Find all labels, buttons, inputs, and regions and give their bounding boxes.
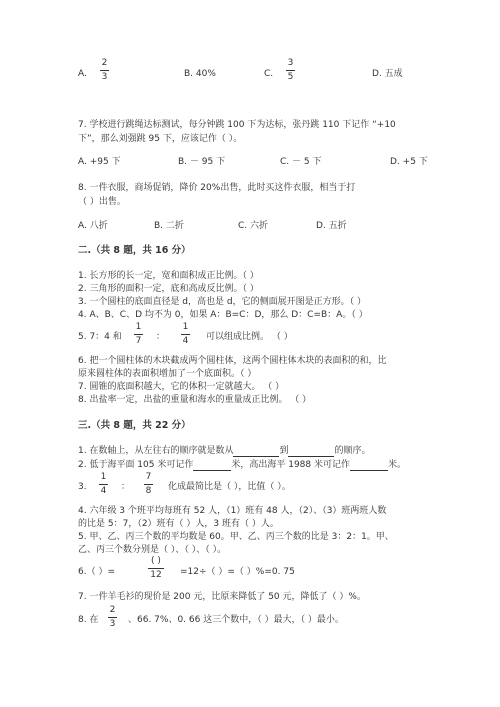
- text: 1. 在数轴上，从左往右的顺序就是数从: [78, 446, 234, 456]
- section2-item-2: 2. 三角形的面积一定，底和高成反比例。（ ）: [78, 284, 259, 294]
- section3-item-3-fraction-1: [99, 472, 108, 497]
- section2-item-6-line1: 6. 把一个圆柱体的木块截成两个圆柱体，这两个圆柱体木块的表面积的和，比: [78, 356, 387, 366]
- numerator: 1: [100, 472, 107, 482]
- blank-line: [233, 446, 279, 457]
- fraction-bar: [134, 334, 143, 335]
- denominator: 3: [109, 619, 116, 629]
- numerator: ( ): [151, 556, 161, 566]
- section3-item-4-line2: 的比是 5：7，（2）班有（ ）人，3 班有（ ）人。: [78, 519, 279, 529]
- section3-item-4-line1: 4. 六年级 3 个班平均每班有 52 人，（1）班有 48 人，（2）、（3）班两班人数: [78, 506, 387, 516]
- numerator: 1: [135, 322, 142, 332]
- q7-option-c: C. － 5 下: [280, 157, 322, 167]
- blank-line: [350, 460, 388, 471]
- denominator: 4: [182, 336, 189, 346]
- section3-item-5-line1: 5. 甲、乙、丙三个数的平均数是 60。甲、乙、丙三个数的比是 3：2：1。甲、: [78, 532, 394, 542]
- numerator: 7: [145, 472, 152, 482]
- section3-item-6-fraction: [148, 556, 164, 581]
- denominator: 8: [145, 486, 152, 496]
- denominator: 5: [287, 72, 294, 82]
- section2-item-5-suffix: 可以组成比例。 （ ）: [206, 332, 293, 342]
- text: 米。: [388, 460, 407, 470]
- section3-item-5-line2: 乙、丙三个数分别是（ ）、（ ）、（ ）。: [78, 545, 227, 555]
- numerator: 3: [287, 58, 294, 68]
- text: 米，高出海平 1988 米可记作: [231, 460, 350, 470]
- section3-item-3-text: 化成最简比是（ ），比值（ ）。: [168, 482, 291, 492]
- section2-item-6-line2: 原来圆柱体的表面积增加了一个底面积。（ ）: [78, 369, 257, 379]
- text: 的顺序。: [334, 446, 371, 456]
- section3-title: 三.（共 8 题，共 22 分）: [78, 420, 191, 431]
- section2-item-5-prefix: 5. 7：4 和: [78, 332, 122, 342]
- section3-item-6-prefix: 6.（ ）=: [78, 567, 115, 577]
- section3-item-3-fraction-2: [144, 472, 153, 497]
- section2-item-3: 3. 一个圆柱的底面直径是 d，高也是 d，它的侧面展开图是正方形。（ ）: [78, 297, 366, 307]
- blank-line: [193, 460, 231, 471]
- q7-option-d: D. +5 下: [390, 157, 428, 167]
- numerator: 2: [101, 58, 108, 68]
- section3-item-7: 7. 一件羊毛衫的现价是 200 元，比原来降低了 50 元，降低了（ ）%。: [78, 592, 366, 602]
- denominator: 12: [150, 570, 162, 580]
- q6-option-c-fraction: [286, 58, 295, 83]
- section2-title: 二.（共 8 题，共 16 分）: [78, 245, 191, 256]
- q8-option-b: B. 二折: [154, 221, 184, 231]
- text: 2. 低于海平面 105 米可记作: [78, 460, 194, 470]
- section2-item-7: 7. 圆锥的底面积越大，它的体积一定就越大。 （ ）: [78, 382, 285, 392]
- section3-item-8-suffix: 、66. 7%、0. 66 这三个数中，（ ）最大，（ ）最小。: [128, 615, 344, 625]
- section3-item-3-label: 3.: [78, 482, 87, 492]
- q8-option-d: D. 五折: [316, 221, 347, 231]
- blank-line: [288, 446, 334, 457]
- denominator: 4: [100, 486, 107, 496]
- section2-item-5-fraction-2: [181, 322, 190, 347]
- denominator: 7: [135, 336, 142, 346]
- fraction-bar: [108, 617, 117, 618]
- fraction-bar: [286, 70, 295, 71]
- q8-line1: 8. 一件衣服，商场促销，降价 20%出售，此时买这件衣服，相当于打: [78, 183, 356, 193]
- numerator: 1: [182, 322, 189, 332]
- section3-item-8-prefix: 8. 在: [78, 615, 99, 625]
- q6-option-c-label: C.: [264, 69, 274, 79]
- q7-line2: 下”，那么刘强跳 95 下，应该记作（ ）。: [78, 134, 243, 144]
- q7-option-b: B. － 95 下: [178, 157, 226, 167]
- section3-item-2: [78, 459, 406, 471]
- section3-item-3-colon: ：: [121, 482, 131, 492]
- fraction-bar: [181, 334, 190, 335]
- q8-option-c: C. 六折: [238, 221, 269, 231]
- q6-option-d: D. 五成: [372, 69, 403, 79]
- section2-item-4: 4. A、B、C、D 均不为 0，如果 A：B=C：D，那么 D：C=B：A。（ ）: [78, 310, 368, 320]
- section3-item-6-suffix: =12÷（ ）=（ ）%=0. 75: [180, 567, 295, 577]
- q6-option-b: B. 40%: [184, 69, 216, 79]
- q7-line1: 7. 学校进行跳绳达标测试，每分钟跳 100 下为达标，张丹跳 110 下记作 “+10: [78, 120, 396, 130]
- fraction-bar: [144, 484, 153, 485]
- section3-item-1: [78, 445, 370, 457]
- q8-line2: （ ）出售。: [78, 197, 126, 207]
- q6-option-a-fraction: [100, 58, 109, 83]
- fraction-bar: [99, 484, 108, 485]
- q8-option-a: A. 八折: [78, 221, 108, 231]
- q6-option-a-label: A.: [78, 69, 87, 79]
- q7-option-a: A. +95 下: [78, 157, 121, 167]
- fraction-bar: [148, 568, 164, 569]
- section2-item-5-fraction-1: [134, 322, 143, 347]
- section2-item-8: 8. 出盐率一定，出盐的重量和海水的重量成正比例。 （ ）: [78, 395, 312, 405]
- section3-item-8-fraction: [108, 605, 117, 630]
- section2-item-5-colon: ：: [156, 332, 166, 342]
- fraction-bar: [100, 70, 109, 71]
- text: 到: [279, 446, 289, 456]
- numerator: 2: [109, 605, 116, 615]
- denominator: 3: [101, 72, 108, 82]
- section2-item-1: 1. 长方形的长一定，宽和面积成正比例。（ ）: [78, 271, 259, 281]
